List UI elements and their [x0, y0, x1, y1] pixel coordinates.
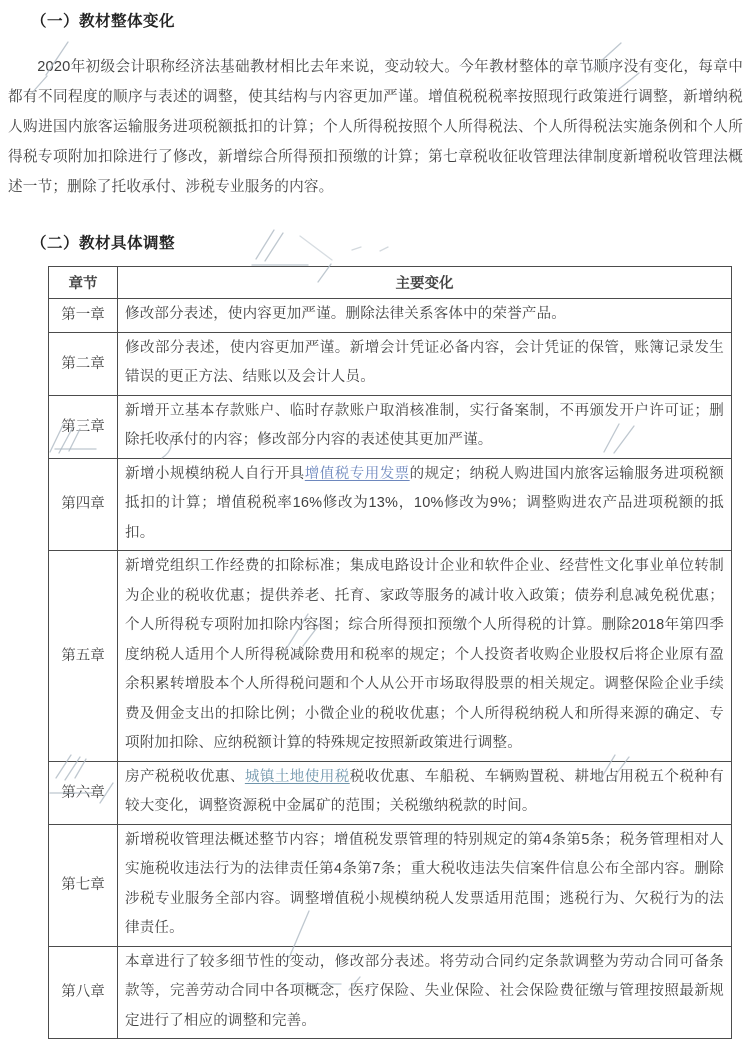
- chapter-cell: 第二章: [49, 332, 118, 395]
- section1-paragraph: 2020年初级会计职称经济法基础教材相比去年来说，变动较大。今年教材整体的章节顺序没有变化，每章中都有不同程度的顺序与表述的调整，使其结构与内容更加严谨。增值税税税率按照现行政策进行调整，新增纳税人购进国内旅客运输服务进项税额抵扣的计算；个人所得税按照个人所得税法、个人所得税法实施条例和个人所得税专项附加扣除进行了修改，新增综合所得预扣预缴的计算；第七章税收征收管理法律制度新增税收管理法概述一节；删除了托收承付、涉税专业服务的内容。: [8, 59, 743, 195]
- chapter-cell: 第七章: [49, 824, 118, 946]
- changes-text: 税收优惠、车船税、车辆购置税、耕地占用税五个税种有较大变化，调整资源税中金属矿的范围；关税缴纳税款的时间。: [125, 768, 724, 814]
- table-row: [49, 761, 732, 824]
- column-header-chapter: 章节: [49, 267, 118, 299]
- table-body: [49, 299, 732, 1039]
- changes-cell: [118, 395, 732, 458]
- changes-cell: [118, 299, 732, 333]
- chapter-cell: 第四章: [49, 458, 118, 551]
- table-row: [49, 824, 732, 946]
- changes-text: 修改部分表述，使内容更加严谨。删除法律关系客体中的荣誉产品。: [125, 306, 566, 322]
- changes-cell: [118, 458, 732, 551]
- section1-heading: （一）教材整体变化: [31, 13, 176, 30]
- changes-cell: [118, 946, 732, 1039]
- column-header-changes: 主要变化: [118, 267, 732, 299]
- chapter-cell: 第五章: [49, 551, 118, 762]
- changes-text: 房产税税收优惠、: [125, 768, 245, 785]
- table-row: [49, 551, 732, 762]
- link-urban-land-use-tax[interactable]: 城镇土地使用税: [244, 768, 350, 785]
- chapter-cell: 第三章: [49, 395, 118, 458]
- table-row: [49, 395, 732, 458]
- changes-text: 本章进行了较多细节性的变动，修改部分表述。将劳动合同约定条款调整为劳动合同可备条款等，完善劳动合同中各项概念，医疗保险、失业保险、社会保险费征缴与管理按照最新规定进行了相应的调整和完善。: [125, 953, 724, 1029]
- chapter-cell: 第六章: [49, 761, 118, 824]
- chapter-cell: 第一章: [49, 299, 118, 333]
- changes-text: 的规定；纳税人购进国内旅客运输服务进项税额抵扣的计算；增值税税率16%修改为13%，10%修改为9%；调整购进农产品进项税额的抵扣。: [125, 465, 724, 541]
- changes-text: 新增开立基本存款账户、临时存款账户取消核准制，实行备案制，不再颁发开户许可证；删除托收承付的内容；修改部分内容的表述使其更加严谨。: [125, 402, 724, 448]
- changes-text: 新增党组织工作经费的扣除标准；集成电路设计企业和软件企业、经营性文化事业单位转制为企业的税收优惠；提供养老、托育、家政等服务的减计收入政策；债券利息减免税优惠；个人所得税专项附加扣除内容图；综合所得预扣预缴个人所得税的计算。删除2018年第四季度纳税人适用个人所得税减除费用和税率的规定；个人投资者收购企业股权后将企业原有盈余积累转增股本个人所得税问题和个人从公开市场取得股票的相关规定。调整保险企业手续费及佣金支出的扣除比例；小微企业的税收优惠；个人所得税纳税人和所得来源的确定、专项附加扣除、应纳税额计算的特殊规定按照新政策进行调整。: [125, 558, 724, 751]
- table-header-row: [49, 267, 732, 299]
- changes-text: 修改部分表述，使内容更加严谨。新增会计凭证必备内容，会计凭证的保管，账簿记录发生错误的更正方法、结账以及会计人员。: [125, 339, 724, 385]
- section2-heading: （二）教材具体调整: [31, 235, 176, 252]
- link-vat-special-invoice[interactable]: 增值税专用发票: [304, 465, 410, 482]
- changes-text: 新增税收管理法概述整节内容；增值税发票管理的特别规定的第4条第5条；税务管理相对人实施税收违法行为的法律责任第4条第7条；重大税收违法失信案件信息公布全部内容。删除涉税专业服务全部内容。调整增值税小规模纳税人发票适用范围；逃税行为、欠税行为的法律责任。: [125, 831, 724, 936]
- changes-cell: [118, 761, 732, 824]
- changes-cell: [118, 551, 732, 762]
- chapter-cell: 第八章: [49, 946, 118, 1039]
- table-row: [49, 299, 732, 333]
- table-row: [49, 332, 732, 395]
- changes-cell: [118, 824, 732, 946]
- changes-cell: [118, 332, 732, 395]
- changes-text: 新增小规模纳税人自行开具: [125, 465, 305, 482]
- table-row: [49, 946, 732, 1039]
- textbook-changes-table: [48, 266, 732, 1039]
- table-row: [49, 458, 732, 551]
